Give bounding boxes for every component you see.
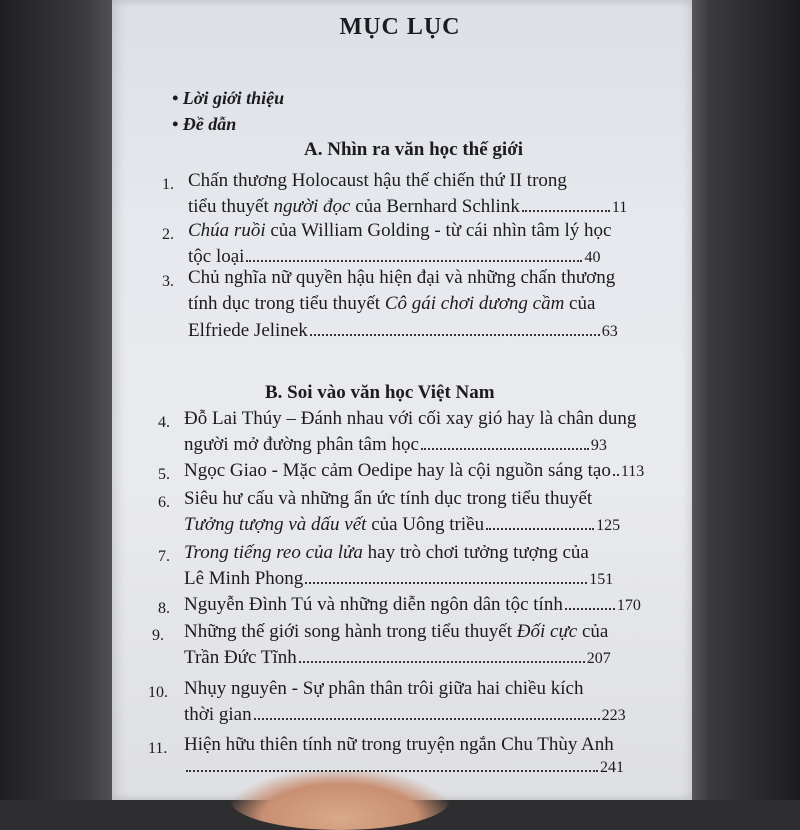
entry-1-page: 11 [611, 199, 628, 216]
entry-1-line-1: Chấn thương Holocaust hậu thế chiến thứ II trong [188, 170, 567, 191]
entry-3-line-2: tính dục trong tiểu thuyết Cô gái chơi dương cầm của [188, 293, 596, 314]
entry-1-number: 1. [162, 176, 174, 193]
entry-5-line-1: Ngọc Giao - Mặc cảm Oedipe hay là cội nguồn sáng tạo 113 [184, 460, 645, 481]
entry-11-page: 241 [600, 759, 624, 776]
page-title: MỤC LỤC [339, 14, 461, 40]
entry-6-line-1: Siêu hư cấu và những ẩn ức tính dục trong tiểu thuyết [184, 488, 593, 509]
entry-5-page: 113 [620, 463, 645, 480]
entry-4-page: 93 [590, 437, 607, 454]
entry-9-page: 207 [586, 650, 611, 667]
entry-10-page: 223 [601, 707, 626, 724]
entry-6-page: 125 [596, 517, 621, 534]
entry-7-number: 7. [158, 548, 170, 565]
entry-9-line-2: Trần Đức Tĩnh 207 [184, 647, 611, 668]
entry-10-number: 10. [148, 684, 168, 701]
entry-3-page: 63 [601, 323, 618, 340]
section-b-heading: B. Soi vào văn học Việt Nam [265, 382, 495, 403]
entry-7-page: 151 [589, 571, 614, 588]
entry-4-line-2: người mở đường phân tâm học 93 [184, 434, 607, 455]
entry-8-number: 8. [158, 600, 170, 617]
entry-9-line-1: Những thế giới song hành trong tiểu thuyết Đối cực của [184, 621, 609, 642]
thumb [230, 770, 450, 830]
entry-5-number: 5. [158, 466, 170, 483]
front-matter-preface: • Đề dẫn [172, 114, 237, 134]
entry-3-number: 3. [162, 273, 174, 290]
entry-2-line-2: tộc loại 40 [188, 246, 601, 267]
entry-6-number: 6. [158, 494, 170, 511]
entry-2-number: 2. [162, 226, 174, 243]
entry-7-line-1: Trong tiếng reo của lửa hay trò chơi tưởng tượng của [184, 542, 589, 563]
entry-11-line-1: Hiện hữu thiên tính nữ trong truyện ngắn Chu Thùy Anh [184, 734, 614, 755]
entry-10-line-2: thời gian 223 [184, 704, 626, 725]
background-left [0, 0, 118, 800]
entry-8-line-1: Nguyễn Đình Tú và những diễn ngôn dân tộc tính 170 [184, 594, 641, 615]
entry-2-line-1: Chúa ruồi của William Golding - từ cái nhìn tâm lý học [188, 220, 612, 241]
entry-11-line-2 [184, 756, 624, 778]
front-matter-intro: • Lời giới thiệu [172, 88, 285, 108]
entry-2-page: 40 [584, 249, 601, 266]
entry-10-line-1: Nhụy nguyên - Sự phân thân trôi giữa hai chiều kích [184, 678, 584, 699]
section-a-heading: A. Nhìn ra văn học thế giới [304, 139, 524, 160]
entry-1-line-2: tiểu thuyết người đọc của Bernhard Schlink 11 [188, 196, 628, 217]
entry-7-line-2: Lê Minh Phong 151 [184, 568, 614, 589]
entry-4-number: 4. [158, 414, 170, 431]
entry-8-page: 170 [616, 597, 641, 614]
entry-11-number: 11. [148, 740, 168, 757]
entry-4-line-1: Đỗ Lai Thúy – Đánh nhau với cối xay gió hay là chân dung [184, 408, 637, 429]
entry-9-number: 9. [152, 627, 164, 644]
entry-3-line-1: Chủ nghĩa nữ quyền hậu hiện đại và những chấn thương [188, 267, 616, 288]
entry-6-line-2: Tưởng tượng và dấu vết của Uông triều 125 [184, 514, 621, 535]
entry-3-line-3: Elfriede Jelinek 63 [188, 320, 618, 341]
